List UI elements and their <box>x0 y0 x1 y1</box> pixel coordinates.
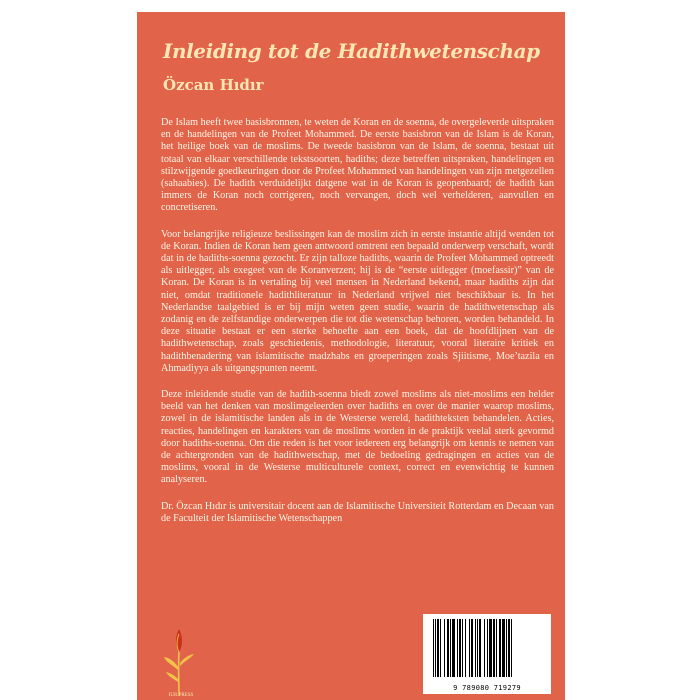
blurb-paragraph-3: Deze inleidende studie van de hadith-soenna biedt zowel moslims als niet-moslims een helder beeld van het denken van moslimgeleerden over hadiths en over de manier waarop moslims, zowel in de islamitische landen als in de Westerse wereld, hadithteksten behandelen. Acties, reacties, handelingen en karakters van de moslims worden in de praktijk veelal sterk gevormd door hadiths-soenna. Om die reden is het voor iedereen erg belangrijk om kennis te nemen van de achtergronden van de hadithwetschap, met de bedoeling gedragingen en acties van de moslims, vooral in de Westerse multiculturele context, correct en evenwichtig te kunnen analyseren. <box>161 389 554 486</box>
isbn-digits: 9 789080 719279 <box>453 684 521 692</box>
blurb-paragraph-1: De Islam heeft twee basisbronnen, te weten de Koran en de soenna, de overgeleverde uitspraken en de handelingen van de Profeet Mohammed. De eerste basisbron van de Islam is de Koran, het heilige boek van de moslims. De tweede basisbron van de Islam, de soenna, bestaat uit totaal van elkaar verschillende tekstsoorten, hadiths; deze betreffen uitspraken, handelingen en stilzwijgende goedkeuringen door de Profeet Mohammed van handelingen van zijn metgezellen (sahaabies). De hadith verduidelijkt datgene wat in de Koran is geopenbaard; de hadith kan immers de Koran noch corrigeren, noch vervangen, doch wel verhelderen, aanvullen en concretiseren. <box>161 117 554 214</box>
book-title: Inleiding tot de Hadithwetenschap <box>163 39 540 63</box>
book-author: Özcan Hıdır <box>163 76 264 94</box>
isbn-barcode <box>423 614 551 694</box>
blurb-text <box>161 117 554 525</box>
barcode-bars <box>423 614 551 684</box>
blurb-paragraph-2: Voor belangrijke religieuze beslissingen kan de moslim zich in eerste instantie altijd wenden tot de Koran. Indien de Koran hem geen antwoord omtrent een bepaald onderwerp verschaft, wordt dat in de hadiths-soenna gezocht. Er zijn talloze hadiths, waarin de Profeet Mohammed optreedt als uitlegger, als exegeet van de Koranverzen; hij is de “eerste uitlegger (moefassir)” van de Koran. De Koran is in vertaling bij veel mensen in Nederland bekend, maar hadiths zijn dat niet, omdat traditionele hadithliteratuur in Nederland vrijwel niet beschikbaar is. In het Nederlandse taalgebied is er bij mijn weten geen studie, waarin de hadithwetenschap als zodanig en de zelfstandige onderwerpen die tot die wetenschap behoren, worden behandeld. In deze situatie bestaat er een sterke behoefte aan een boek, dat de hoofdlijnen van de hadithwetenschap, zoals geschiedenis, methodologie, literatuur, vooral literaire kritiek en hadithbenadering van islamitische madzhabs en groeperingen zoals Sjiitisme, Moe’tazila en Ahmadiyya als uitgangspunten neemt. <box>161 228 554 374</box>
publisher-logo-icon <box>162 626 196 698</box>
book-back-cover <box>137 12 565 700</box>
author-bio: Dr. Özcan Hıdır is universitair docent aan de Islamitische Universiteit Rotterdam en Decaan van de Faculteit der Islamitische Wetenschappen <box>161 500 554 524</box>
publisher-name: IUR PRESS <box>168 693 194 698</box>
